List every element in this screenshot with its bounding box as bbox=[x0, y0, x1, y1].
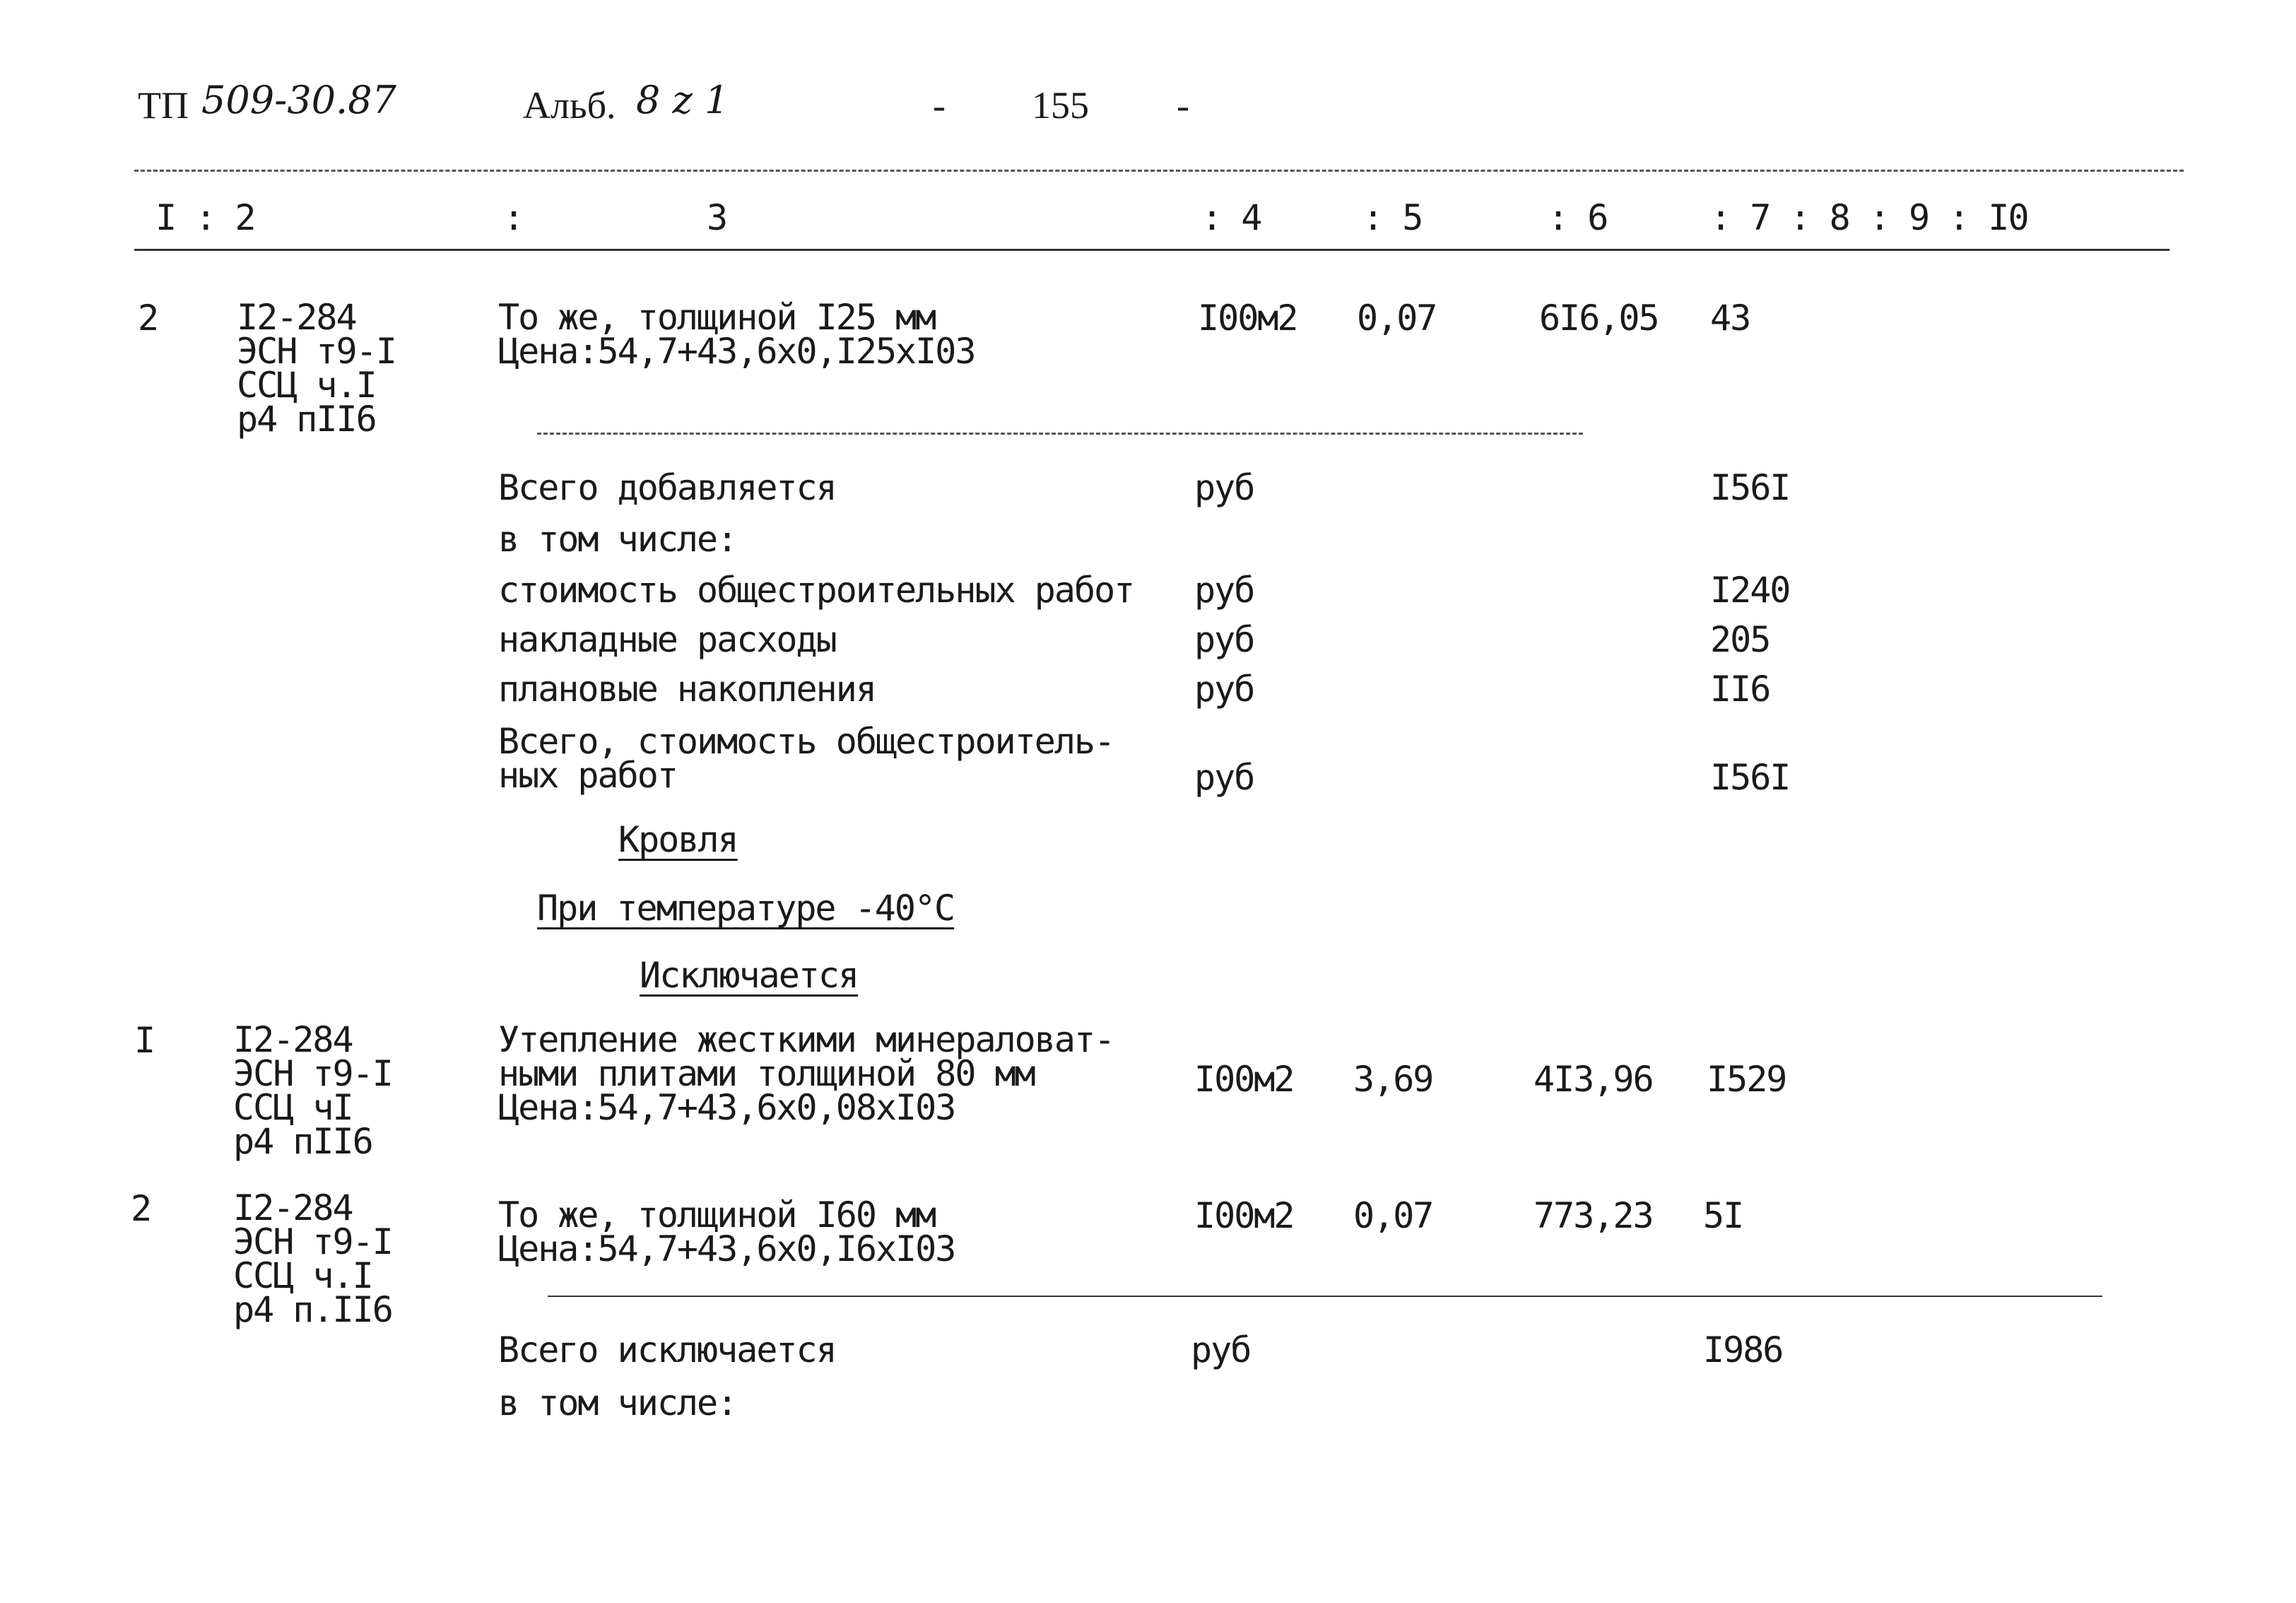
row-total: 5I bbox=[1703, 1195, 1743, 1236]
row-description bbox=[498, 1019, 1114, 1128]
including-label: в том числе: bbox=[498, 519, 737, 560]
code-line: ССЦ ч.I bbox=[237, 365, 376, 406]
series-number: 509-30.87 bbox=[201, 78, 396, 122]
header-dash-right: - bbox=[1177, 84, 1189, 127]
code-line: I2-284 bbox=[237, 297, 356, 338]
planned-savings-value: II6 bbox=[1710, 669, 1770, 710]
label-line: Всего, стоимость общестроитель- bbox=[498, 721, 1114, 762]
column-1-2: I : 2 bbox=[155, 197, 255, 238]
overhead-unit: руб bbox=[1194, 619, 1254, 660]
row-total: 43 bbox=[1710, 298, 1750, 339]
general-works-value: I240 bbox=[1710, 570, 1790, 611]
column-7-10: : 7 : 8 : 9 : I0 bbox=[1710, 197, 2028, 238]
row-number: 2 bbox=[138, 298, 158, 339]
column-3: 3 bbox=[707, 197, 727, 238]
planned-savings-label: плановые накопления bbox=[498, 669, 876, 710]
including-label: в том числе: bbox=[498, 1382, 737, 1423]
series-code: ТП bbox=[138, 84, 189, 127]
album-label: Альб. bbox=[523, 84, 616, 127]
code-line: I2-284 bbox=[233, 1019, 353, 1060]
code-line: ЭСН т9-I bbox=[233, 1053, 392, 1094]
description-line: То же, толщиной I60 мм bbox=[498, 1194, 936, 1235]
general-works-unit: руб bbox=[1194, 570, 1254, 611]
page-number: 155 bbox=[1032, 84, 1089, 127]
total-excluded-unit: руб bbox=[1191, 1329, 1251, 1370]
code-line: р4 пII6 bbox=[237, 399, 376, 440]
row-unit-price: 6I6,05 bbox=[1539, 298, 1659, 339]
total-excluded-value: I986 bbox=[1703, 1329, 1783, 1370]
row-description bbox=[498, 297, 975, 372]
code-line: ЭСН т9-I bbox=[233, 1221, 392, 1262]
row-divider bbox=[548, 1296, 2102, 1297]
row-divider bbox=[537, 433, 1583, 435]
label-line: ных работ bbox=[498, 755, 677, 796]
row-quantity: 0,07 bbox=[1357, 298, 1437, 339]
total-added-label: Всего добавляется bbox=[498, 467, 836, 508]
section-title-text: Кровля bbox=[618, 819, 738, 860]
overhead-value: 205 bbox=[1710, 619, 1770, 660]
description-line: ными плитами толщиной 80 мм bbox=[498, 1053, 1035, 1094]
column-6: : 6 bbox=[1548, 197, 1608, 238]
description-line: Цена:54,7+43,6х0,08хI03 bbox=[498, 1087, 955, 1128]
general-works-label: стоимость общестроительных работ bbox=[498, 570, 1134, 611]
header-divider bbox=[134, 170, 2184, 172]
total-general-label bbox=[498, 721, 1114, 796]
code-line: ССЦ чI bbox=[233, 1087, 353, 1128]
row-quantity: 0,07 bbox=[1353, 1195, 1433, 1236]
description-line: То же, толщиной I25 мм bbox=[498, 297, 936, 338]
column-5: : 5 bbox=[1362, 197, 1423, 238]
row-unit-price: 4I3,96 bbox=[1533, 1059, 1653, 1100]
row-code bbox=[233, 1187, 392, 1330]
description-line: Цена:54,7+43,6х0,I6хI03 bbox=[498, 1228, 955, 1269]
row-number: I bbox=[134, 1020, 155, 1061]
row-unit: I00м2 bbox=[1194, 1059, 1294, 1100]
album-number: 8 z 1 bbox=[636, 78, 729, 122]
row-code bbox=[237, 297, 396, 440]
total-added-unit: руб bbox=[1194, 467, 1254, 508]
row-number: 2 bbox=[131, 1188, 151, 1229]
code-line: I2-284 bbox=[233, 1187, 353, 1228]
total-general-unit: руб bbox=[1194, 757, 1254, 798]
overhead-label: накладные расходы bbox=[498, 619, 836, 660]
code-line: р4 пII6 bbox=[233, 1121, 372, 1162]
column-4: : 4 bbox=[1201, 197, 1261, 238]
row-unit: I00м2 bbox=[1194, 1195, 1294, 1236]
row-code bbox=[233, 1019, 392, 1162]
code-line: ССЦ ч.I bbox=[233, 1255, 372, 1296]
column-sep-3: : bbox=[503, 197, 524, 238]
code-line: р4 п.II6 bbox=[233, 1289, 392, 1330]
row-unit: I00м2 bbox=[1198, 298, 1297, 339]
planned-savings-unit: руб bbox=[1194, 669, 1254, 710]
total-added-value: I56I bbox=[1710, 467, 1790, 508]
row-total: I529 bbox=[1707, 1059, 1786, 1100]
row-unit-price: 773,23 bbox=[1533, 1195, 1653, 1236]
header-dash-left: - bbox=[933, 84, 946, 127]
column-header-divider bbox=[134, 249, 2170, 251]
description-line: Цена:54,7+43,6х0,I25хI03 bbox=[498, 331, 975, 372]
section-title bbox=[597, 819, 759, 860]
row-description bbox=[498, 1194, 955, 1269]
total-excluded-label: Всего исключается bbox=[498, 1329, 836, 1370]
total-general-value: I56I bbox=[1710, 757, 1790, 798]
section-subtitle: При температуре -40°С bbox=[537, 888, 955, 929]
description-line: Утепление жесткими минераловат- bbox=[498, 1019, 1114, 1060]
code-line: ЭСН т9-I bbox=[237, 331, 396, 372]
row-quantity: 3,69 bbox=[1353, 1059, 1433, 1100]
subsection-title: Исключается bbox=[640, 955, 859, 996]
